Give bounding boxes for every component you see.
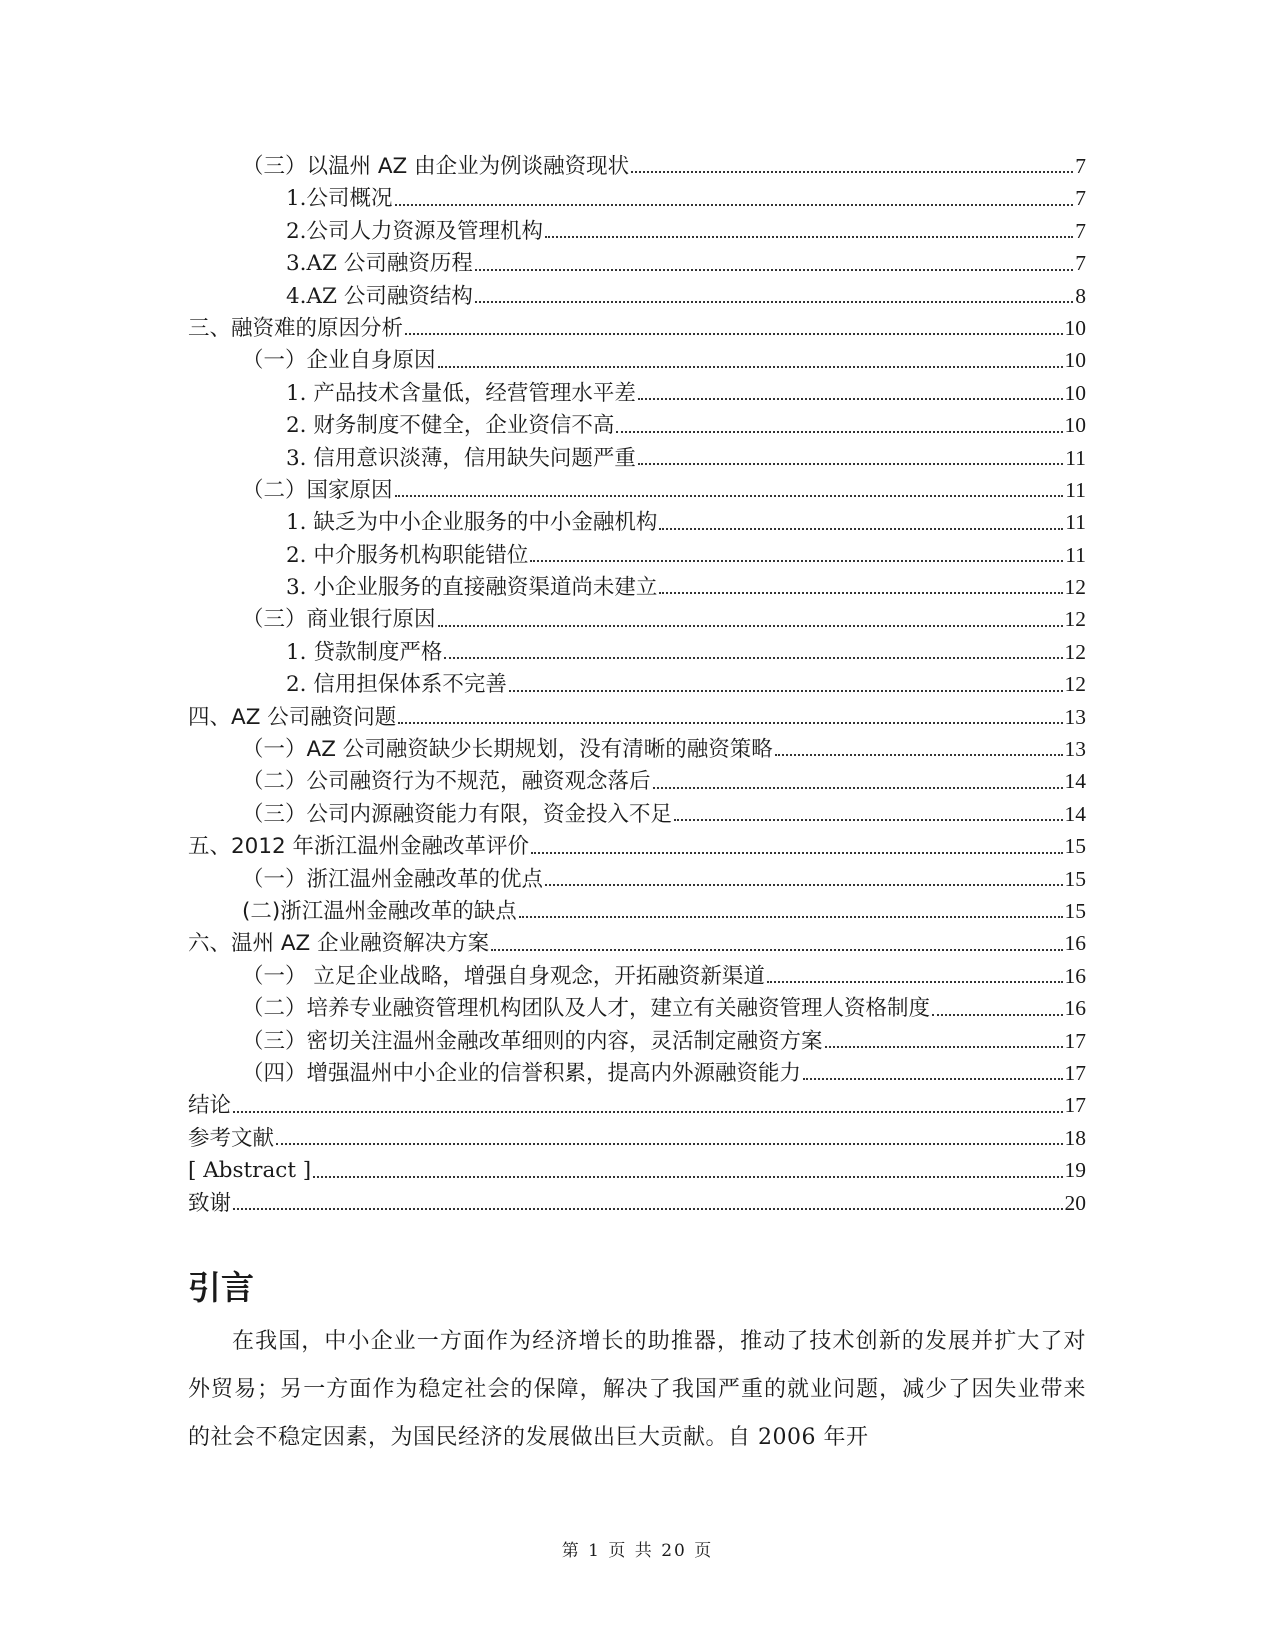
toc-entry-title: 致谢: [188, 1190, 232, 1216]
toc-leader-dots: [233, 1110, 1062, 1113]
toc-leader-dots: [674, 818, 1062, 821]
toc-leader-dots: [803, 1077, 1062, 1080]
toc-entry-page: 11: [1065, 542, 1086, 567]
toc-entry[interactable]: [188, 506, 1086, 538]
toc-entry-title: （二）国家原因: [242, 477, 393, 503]
toc-leader-dots: [659, 527, 1063, 530]
toc-entry[interactable]: [188, 377, 1086, 409]
toc-entry-page: 15: [1064, 898, 1086, 923]
toc-entry-page: 7: [1075, 218, 1086, 243]
toc-leader-dots: [775, 753, 1063, 756]
toc-leader-dots: [519, 915, 1063, 918]
toc-entry[interactable]: [188, 668, 1086, 700]
body-paragraph: 在我国，中小企业一方面作为经济增长的助推器，推动了技术创新的发展并扩大了对外贸易；另一方面作为稳定社会的保障，解决了我国严重的就业问题，减少了因失业带来的社会不稳定因素，为国民经济的发展做出巨大贡献。自 2006 年开: [188, 1329, 1086, 1450]
toc-leader-dots: [491, 948, 1062, 951]
toc-leader-dots: [398, 721, 1062, 724]
toc-leader-dots: [395, 203, 1074, 206]
toc-entry[interactable]: [188, 247, 1086, 279]
toc-entry-title: 参考文献: [188, 1125, 275, 1151]
toc-leader-dots: [616, 430, 1062, 433]
toc-entry[interactable]: [188, 344, 1086, 376]
toc-entry-title: 1. 产品技术含量低，经营管理水平差: [286, 380, 636, 406]
toc-entry-title: 六、温州 AZ 企业融资解决方案: [188, 931, 490, 957]
toc-entry-title: 2. 中介服务机构职能错位: [286, 542, 529, 568]
toc-entry[interactable]: [188, 571, 1086, 603]
toc-leader-dots: [509, 689, 1063, 692]
toc-leader-dots: [313, 1175, 1062, 1178]
page-footer: 第 1 页 共 20 页: [561, 1541, 714, 1561]
toc-entry-title: 四、AZ 公司融资问题: [188, 704, 397, 730]
toc-leader-dots: [825, 1045, 1063, 1048]
toc-leader-dots: [444, 656, 1062, 659]
toc-entry-page: 7: [1075, 154, 1086, 178]
toc-entry-title: 1. 缺乏为中小企业服务的中小金融机构: [286, 510, 658, 536]
toc-entry-title: 2.公司人力资源及管理机构: [286, 218, 544, 244]
toc-entry-title: （一）企业自身原因: [242, 348, 436, 374]
toc-entry-page: 13: [1064, 737, 1086, 762]
toc-entry-title: 1. 贷款制度严格: [286, 639, 443, 665]
toc-entry-page: 16: [1064, 963, 1086, 988]
toc-entry-page: 17: [1064, 1028, 1086, 1053]
toc-entry-page: 17: [1064, 1060, 1086, 1085]
toc-entry[interactable]: [188, 701, 1086, 733]
toc-entry[interactable]: [188, 442, 1086, 474]
toc-entry[interactable]: [188, 280, 1086, 312]
toc-leader-dots: [659, 591, 1062, 594]
toc-entry-title: （二）培养专业融资管理机构团队及人才，建立有关融资管理人资格制度: [242, 996, 931, 1022]
table-of-contents: [188, 150, 1086, 1219]
toc-leader-dots: [438, 365, 1063, 368]
toc-entry[interactable]: [188, 1154, 1086, 1186]
toc-entry[interactable]: [188, 1057, 1086, 1089]
toc-entry-page: 11: [1065, 445, 1086, 470]
toc-entry-page: 14: [1064, 801, 1086, 826]
toc-entry[interactable]: [188, 830, 1086, 862]
toc-entry[interactable]: [188, 409, 1086, 441]
toc-entry-page: 20: [1064, 1190, 1086, 1215]
toc-entry-page: 11: [1065, 510, 1086, 535]
toc-entry-page: 18: [1064, 1125, 1086, 1150]
toc-entry[interactable]: [188, 960, 1086, 992]
toc-entry-title: （二）公司融资行为不规范，融资观念落后: [242, 769, 651, 795]
toc-entry[interactable]: [188, 150, 1086, 182]
toc-entry[interactable]: [188, 182, 1086, 214]
toc-entry-page: 13: [1064, 704, 1086, 729]
toc-entry-title: [ Abstract ]: [188, 1158, 312, 1184]
toc-entry-title: （三）商业银行原因: [242, 607, 436, 633]
toc-entry-page: 11: [1065, 477, 1086, 502]
toc-entry-title: （一）AZ 公司融资缺少长期规划，没有清晰的融资策略: [242, 737, 773, 763]
toc-entry-page: 19: [1064, 1158, 1086, 1183]
toc-entry-page: 10: [1064, 348, 1086, 373]
toc-entry-title: （四）增强温州中小企业的信誉积累，提高内外源融资能力: [242, 1060, 802, 1086]
toc-entry[interactable]: [188, 474, 1086, 506]
toc-entry-page: 12: [1064, 575, 1086, 600]
toc-entry-title: 结论: [188, 1093, 232, 1119]
toc-entry-title: 3. 小企业服务的直接融资渠道尚未建立: [286, 575, 658, 601]
toc-entry-page: 15: [1064, 866, 1086, 891]
toc-entry-title: 4.AZ 公司融资结构: [286, 283, 473, 309]
toc-leader-dots: [475, 268, 1073, 271]
toc-entry[interactable]: [188, 1122, 1086, 1154]
toc-entry[interactable]: [188, 863, 1086, 895]
toc-leader-dots: [438, 624, 1063, 627]
toc-entry-title: (二)浙江温州金融改革的缺点: [242, 898, 517, 924]
toc-leader-dots: [475, 300, 1073, 303]
toc-leader-dots: [530, 559, 1063, 562]
toc-entry-title: 1.公司概况: [286, 186, 393, 212]
toc-entry[interactable]: [188, 1089, 1086, 1121]
toc-leader-dots: [638, 462, 1063, 465]
toc-leader-dots: [276, 1142, 1062, 1145]
toc-leader-dots: [233, 1207, 1062, 1210]
toc-entry-page: 16: [1064, 931, 1086, 956]
toc-leader-dots: [545, 235, 1073, 238]
toc-entry-page: 10: [1064, 315, 1086, 340]
toc-leader-dots: [531, 851, 1062, 854]
toc-entry-page: 7: [1075, 186, 1086, 211]
toc-entry-page: 16: [1064, 996, 1086, 1021]
toc-entry[interactable]: [188, 539, 1086, 571]
toc-entry[interactable]: [188, 1187, 1086, 1219]
toc-entry-page: 14: [1064, 769, 1086, 794]
toc-entry[interactable]: [188, 603, 1086, 635]
toc-leader-dots: [395, 494, 1064, 497]
toc-entry-page: 10: [1064, 413, 1086, 438]
toc-entry-title: （三）密切关注温州金融改革细则的内容，灵活制定融资方案: [242, 1028, 823, 1054]
toc-entry-page: 12: [1064, 639, 1086, 664]
toc-entry[interactable]: [188, 992, 1086, 1024]
toc-leader-dots: [932, 1013, 1062, 1016]
toc-entry-page: 12: [1064, 607, 1086, 632]
toc-entry-title: 3. 信用意识淡薄，信用缺失问题严重: [286, 445, 636, 471]
toc-entry-page: 8: [1075, 283, 1086, 308]
toc-entry-page: 7: [1075, 251, 1086, 276]
toc-entry[interactable]: [188, 798, 1086, 830]
toc-leader-dots: [653, 786, 1063, 789]
toc-leader-dots: [638, 397, 1063, 400]
toc-entry[interactable]: [188, 895, 1086, 927]
toc-entry-page: 10: [1064, 380, 1086, 405]
toc-entry-title: （一） 立足企业战略，增强自身观念，开拓融资新渠道: [242, 963, 765, 989]
toc-entry-page: 12: [1064, 672, 1086, 697]
toc-entry-title: （三）公司内源融资能力有限，资金投入不足: [242, 801, 673, 827]
toc-entry-title: 三、融资难的原因分析: [188, 315, 404, 341]
toc-leader-dots: [545, 883, 1062, 886]
toc-entry-page: 15: [1064, 834, 1086, 859]
toc-entry[interactable]: [188, 733, 1086, 765]
toc-entry-title: 五、2012 年浙江温州金融改革评价: [188, 834, 530, 860]
toc-entry-page: 17: [1064, 1093, 1086, 1118]
toc-leader-dots: [405, 332, 1062, 335]
toc-entry[interactable]: [188, 927, 1086, 959]
toc-entry-title: （三）以温州 AZ 由企业为例谈融资现状: [242, 154, 630, 179]
toc-entry[interactable]: [188, 1025, 1086, 1057]
toc-leader-dots: [767, 980, 1063, 983]
toc-entry[interactable]: [188, 312, 1086, 344]
toc-leader-dots: [631, 170, 1073, 173]
section-heading: 引言: [188, 1268, 254, 1307]
toc-entry-title: 3.AZ 公司融资历程: [286, 251, 473, 277]
toc-entry-title: 2. 信用担保体系不完善: [286, 672, 507, 698]
toc-entry[interactable]: [188, 636, 1086, 668]
toc-entry-title: 2. 财务制度不健全，企业资信不高: [286, 413, 615, 439]
toc-entry[interactable]: [188, 765, 1086, 797]
toc-entry-title: （一）浙江温州金融改革的优点: [242, 866, 544, 892]
toc-entry[interactable]: [188, 215, 1086, 247]
